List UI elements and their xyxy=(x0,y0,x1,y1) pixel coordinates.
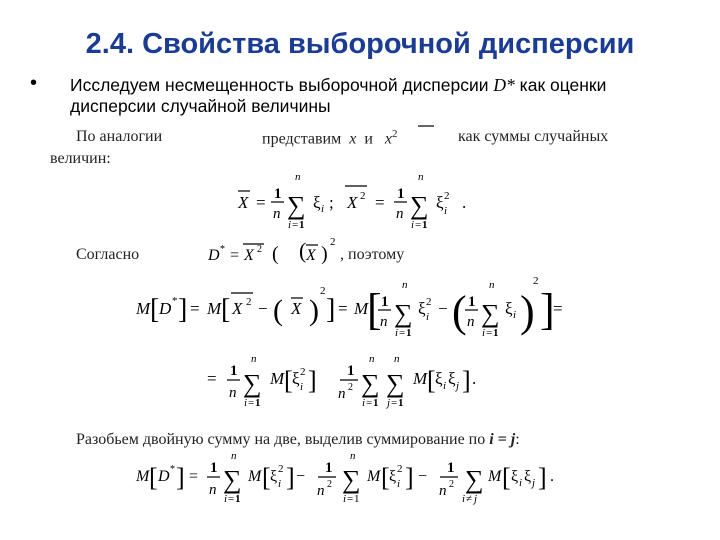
svg-text:[: [ xyxy=(221,294,231,325)
bullet-symbol: D* xyxy=(493,75,515,95)
svg-text:2: 2 xyxy=(449,479,454,490)
svg-text:]: ] xyxy=(308,366,317,395)
svg-text:n: n xyxy=(418,171,424,183)
svg-text:i: i xyxy=(321,203,325,215)
svg-text:M: M xyxy=(136,468,150,485)
svg-text:ξ: ξ xyxy=(418,299,426,318)
svg-text:1: 1 xyxy=(447,460,455,476)
svg-text:1: 1 xyxy=(422,219,428,231)
svg-text:2: 2 xyxy=(300,366,306,378)
svg-text:1: 1 xyxy=(325,460,333,476)
note-of-variables-text: величин: xyxy=(50,150,111,167)
svg-text:n: n xyxy=(338,386,346,402)
formula-split xyxy=(135,450,554,505)
svg-text:1: 1 xyxy=(468,294,476,310)
svg-text:]: ] xyxy=(178,294,188,325)
svg-text:=: = xyxy=(415,219,422,231)
svg-text:(: ( xyxy=(299,238,307,263)
svg-text:i: i xyxy=(482,327,486,339)
svg-text:−: − xyxy=(258,299,268,318)
svg-text:[: [ xyxy=(427,366,436,395)
svg-text:M: M xyxy=(367,468,381,485)
svg-text:M: M xyxy=(270,369,285,388)
svg-text:*: * xyxy=(172,295,178,307)
svg-text:*: * xyxy=(170,464,175,475)
svg-text:M: M xyxy=(136,299,151,318)
svg-text:2: 2 xyxy=(397,463,403,475)
svg-text:n: n xyxy=(273,206,281,222)
svg-text:(: ( xyxy=(272,243,279,265)
svg-text:i: i xyxy=(397,478,401,490)
svg-text:X: X xyxy=(306,247,316,264)
svg-text:i: i xyxy=(411,219,415,231)
bullet-text-start: Исследуем несмещенность выборочной дисперсии xyxy=(70,75,489,95)
svg-text:2: 2 xyxy=(444,190,450,202)
note-split-condition: i = j xyxy=(489,431,516,448)
note-therefore-text: , поэтому xyxy=(340,246,405,263)
note-split-text: Разобьем двойную сумму на две, выделив суммирование по xyxy=(76,431,486,448)
svg-text:[: [ xyxy=(381,463,390,492)
svg-text:n: n xyxy=(317,483,325,499)
slide-title: 2.4. Свойства выборочной дисперсии xyxy=(85,28,635,60)
svg-text:=: = xyxy=(228,493,235,505)
svg-text:ξ: ξ xyxy=(435,369,443,388)
svg-text:n: n xyxy=(295,171,301,183)
svg-text:n: n xyxy=(394,353,400,365)
note-according xyxy=(76,246,139,264)
svg-text:j: j xyxy=(387,397,391,409)
note-split: Разобьем двойную сумму на две, выделив суммирование по i = j: xyxy=(76,431,520,448)
svg-text:[: [ xyxy=(149,463,158,492)
svg-text:n: n xyxy=(489,279,495,291)
svg-text:n: n xyxy=(402,279,408,291)
note-analogy-start: По аналогии xyxy=(76,128,163,145)
svg-text:[: [ xyxy=(502,463,511,492)
svg-text:i: i xyxy=(288,219,292,231)
svg-text:;: ; xyxy=(329,193,334,212)
svg-text:=: = xyxy=(248,397,255,409)
svg-text:i: i xyxy=(244,397,248,409)
svg-text:X: X xyxy=(291,299,302,318)
svg-text:[: [ xyxy=(150,294,160,325)
svg-text:1: 1 xyxy=(274,186,282,202)
svg-text:i: i xyxy=(278,478,282,490)
svg-text:1: 1 xyxy=(398,397,404,409)
svg-text:i: i xyxy=(300,381,304,393)
svg-text:i: i xyxy=(462,493,466,505)
svg-text:]: ] xyxy=(540,285,555,334)
svg-text:i: i xyxy=(443,380,447,392)
svg-text:i: i xyxy=(444,205,448,217)
svg-text:]: ] xyxy=(176,463,185,492)
svg-text:=: = xyxy=(553,299,563,318)
svg-text:): ) xyxy=(520,287,535,336)
svg-text:n: n xyxy=(369,353,375,365)
svg-text:∑: ∑ xyxy=(287,191,306,220)
svg-text:i: i xyxy=(395,327,399,339)
svg-text:2: 2 xyxy=(426,296,432,308)
svg-text:M: M xyxy=(413,369,428,388)
svg-text:n: n xyxy=(467,314,475,330)
svg-text:X: X xyxy=(238,193,249,212)
svg-text:−: − xyxy=(296,468,306,485)
svg-text:[: [ xyxy=(367,285,382,334)
svg-text:): ) xyxy=(309,294,319,327)
svg-text:1: 1 xyxy=(381,294,389,310)
svg-text:(: ( xyxy=(273,294,283,327)
svg-text:=: = xyxy=(486,327,493,339)
svg-text:2: 2 xyxy=(246,296,252,308)
svg-text:X: X xyxy=(244,247,254,264)
svg-text:=: = xyxy=(391,397,398,409)
svg-text:ξ: ξ xyxy=(270,468,278,485)
svg-text:=: = xyxy=(256,193,266,212)
svg-text:n: n xyxy=(231,450,237,462)
formula-expanded xyxy=(207,353,476,409)
svg-text:]: ] xyxy=(538,463,547,492)
svg-text:∑: ∑ xyxy=(410,191,429,220)
svg-text:2: 2 xyxy=(320,285,326,297)
note-according-text: Согласно xyxy=(76,246,140,263)
svg-text:(: ( xyxy=(452,287,467,336)
svg-text:n: n xyxy=(229,385,237,401)
svg-text:=: = xyxy=(292,219,299,231)
svg-text:i: i xyxy=(224,493,228,505)
note-represent: представим x и $x^2$ xyxy=(262,128,398,148)
svg-text:X: X xyxy=(232,299,243,318)
svg-text:i: i xyxy=(513,309,517,321)
svg-text:[: [ xyxy=(284,366,293,395)
svg-text:=: = xyxy=(347,493,354,505)
svg-text:M: M xyxy=(488,468,502,485)
svg-text:1: 1 xyxy=(255,397,261,409)
svg-text:j: j xyxy=(532,477,536,489)
svg-text:−: − xyxy=(418,468,428,485)
svg-text:ξ: ξ xyxy=(292,369,300,388)
svg-text:n: n xyxy=(396,206,404,222)
svg-text:=: = xyxy=(399,327,406,339)
svg-text:ξ: ξ xyxy=(448,369,456,388)
svg-text:∑: ∑ xyxy=(223,465,242,494)
svg-text:2: 2 xyxy=(327,479,332,490)
svg-text:i: i xyxy=(519,477,523,489)
svg-text:2: 2 xyxy=(533,275,539,287)
svg-text:∑: ∑ xyxy=(465,465,484,494)
svg-text:∑: ∑ xyxy=(342,465,361,494)
svg-text:1: 1 xyxy=(493,327,499,339)
svg-text:n: n xyxy=(380,314,388,330)
svg-text:M: M xyxy=(207,299,222,318)
svg-text:ξ: ξ xyxy=(511,468,519,485)
svg-text:n: n xyxy=(350,450,356,462)
svg-text:j: j xyxy=(474,493,478,505)
svg-text:1: 1 xyxy=(299,219,305,231)
svg-text:2: 2 xyxy=(257,244,262,255)
note-therefore xyxy=(340,246,404,264)
svg-text:D: D xyxy=(208,247,220,264)
svg-text:=: = xyxy=(366,397,373,409)
formula-expectation xyxy=(135,275,563,339)
svg-text:∑: ∑ xyxy=(243,369,262,398)
svg-text:ξ: ξ xyxy=(524,468,532,485)
svg-text:.: . xyxy=(550,468,554,485)
svg-text:M: M xyxy=(354,299,369,318)
svg-text:2: 2 xyxy=(348,382,353,393)
svg-text:1: 1 xyxy=(230,363,238,379)
svg-text:i: i xyxy=(343,493,347,505)
svg-text:1: 1 xyxy=(210,460,218,476)
svg-text:1: 1 xyxy=(373,397,379,409)
svg-text:M: M xyxy=(248,468,262,485)
formula-means xyxy=(237,171,466,231)
svg-text:1: 1 xyxy=(397,186,405,202)
svg-text:n: n xyxy=(439,483,447,499)
svg-text:]: ] xyxy=(286,463,295,492)
svg-text:∑: ∑ xyxy=(386,369,405,398)
svg-text:∑: ∑ xyxy=(361,369,380,398)
svg-text:n: n xyxy=(251,353,257,365)
svg-text:X: X xyxy=(347,193,358,212)
svg-text:]: ] xyxy=(462,366,471,395)
svg-text:i: i xyxy=(362,397,366,409)
svg-text:): ) xyxy=(321,243,328,265)
svg-text:ξ: ξ xyxy=(505,299,513,318)
svg-text:≠: ≠ xyxy=(466,493,473,505)
svg-text:=: = xyxy=(190,299,200,318)
svg-text:ξ: ξ xyxy=(313,193,321,212)
svg-text:=: = xyxy=(189,468,199,485)
svg-text:ξ: ξ xyxy=(436,193,444,212)
bullet-text-end: как оценки дисперсии случайной величины xyxy=(70,75,607,116)
note-and: и xyxy=(364,130,373,148)
svg-text:=: = xyxy=(338,299,348,318)
formula-according xyxy=(207,236,336,265)
svg-text:−: − xyxy=(438,299,448,318)
svg-text:D: D xyxy=(159,299,172,318)
svg-text:∑: ∑ xyxy=(481,299,500,328)
svg-text:∑: ∑ xyxy=(394,299,413,328)
svg-text:.: . xyxy=(472,369,477,388)
svg-text:=: = xyxy=(207,369,217,388)
svg-text:]: ] xyxy=(326,294,336,325)
svg-text:ξ: ξ xyxy=(389,468,397,485)
svg-text:[: [ xyxy=(262,463,271,492)
svg-text:i: i xyxy=(426,311,430,323)
note-represent-word: представим xyxy=(262,130,342,148)
svg-text:2: 2 xyxy=(330,236,336,248)
svg-text:1: 1 xyxy=(235,493,241,505)
svg-text:1: 1 xyxy=(347,363,355,379)
bullet-dot-icon: • xyxy=(30,72,38,94)
svg-text:D: D xyxy=(158,468,170,485)
svg-text:]: ] xyxy=(405,463,414,492)
svg-text:j: j xyxy=(456,380,460,392)
svg-text:=: = xyxy=(230,247,240,264)
svg-text:*: * xyxy=(220,244,225,255)
svg-text:1: 1 xyxy=(406,327,412,339)
svg-text:1: 1 xyxy=(354,493,360,505)
svg-text:2: 2 xyxy=(278,463,284,475)
svg-text:n: n xyxy=(209,482,217,498)
note-as-sums-text: как суммы случайных xyxy=(458,128,609,145)
svg-text:.: . xyxy=(462,193,467,212)
svg-text:=: = xyxy=(375,193,385,212)
svg-text:2: 2 xyxy=(360,190,366,202)
